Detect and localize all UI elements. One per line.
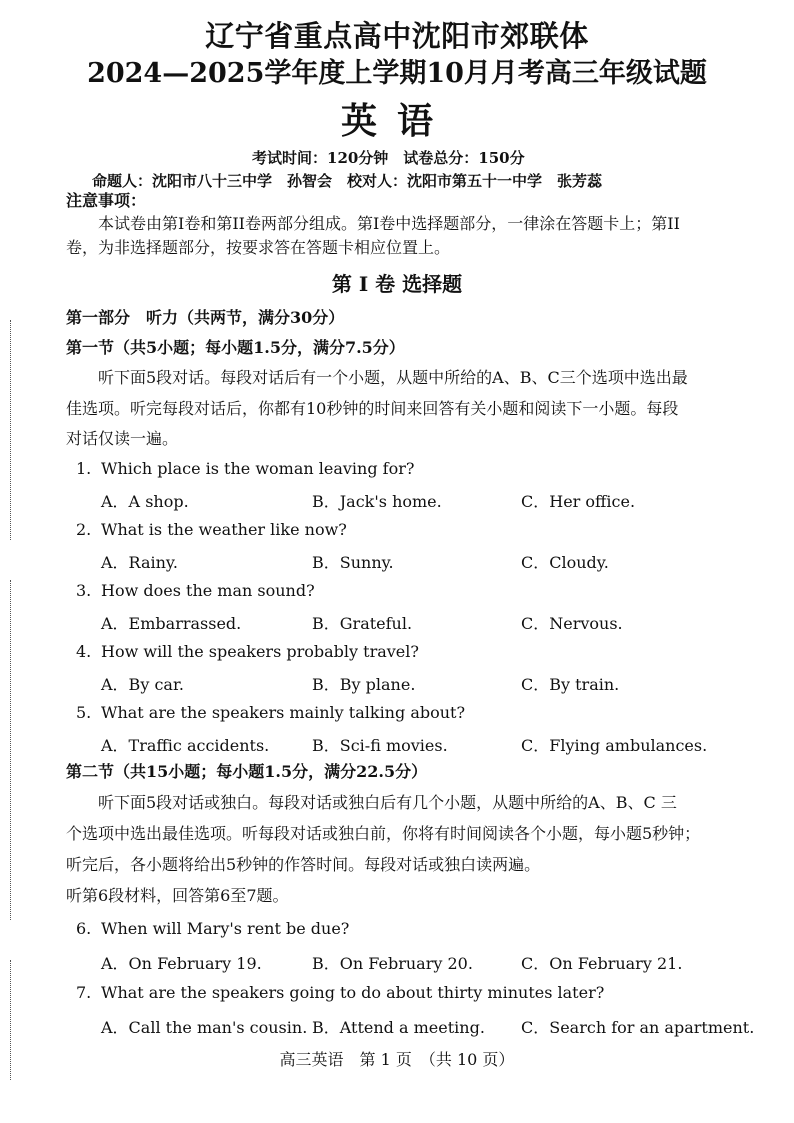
option-c: C．By train. [521,675,620,694]
exam-authors: 命题人：沈阳市八十三中学 孙智会 校对人：沈阳市第五十一中学 张芳蕊 [92,172,603,190]
question-text: What are the speakers going to do about thirty minutes later? [101,983,605,1002]
exam-title-line1: 辽宁省重点高中沈阳市郊联体 [205,19,589,53]
option-b: B．On February 20. [312,954,473,973]
question-number: 7. [76,983,92,1002]
question-text: Which place is the woman leaving for? [101,459,415,478]
section1-instructions-3: 对话仅读一遍。 [66,429,179,448]
question-text: What are the speakers mainly talking about? [101,703,466,722]
question-number: 6. [76,919,92,938]
option-a: A．Call the man's cousin. [101,1018,308,1037]
question-number: 2. [76,520,92,539]
page-footer: 高三英语 第 1 页 （共 10 页） [279,1050,515,1069]
option-b: B．Jack's home. [312,492,442,511]
option-b: B．Attend a meeting. [312,1018,485,1037]
option-b: B．Grateful. [312,614,413,633]
option-a: A．Rainy. [101,553,178,572]
section2-title: 第二节（共15小题；每小题1.5分，满分22.5分） [66,762,428,781]
exam-title-line2: 2024—2025学年度上学期10月月考高三年级试题 [87,58,707,89]
question-text: When will Mary's rent be due? [101,919,350,938]
question-number: 4. [76,642,92,661]
section2-material: 听第6段材料，回答第6至7题。 [66,886,289,905]
binding-line [10,580,11,920]
part1-title: 第一部分 听力（共两节，满分30分） [66,308,345,327]
option-c: C．Cloudy. [521,553,609,572]
section2-instructions-1: 听下面5段对话或独白。每段对话或独白后有几个小题，从题中所给的A、B、C 三 [98,793,677,812]
option-a: A．Embarrassed. [101,614,242,633]
question-text: How does the man sound? [101,581,315,600]
section2-instructions-3: 听完后，各小题将给出5秒钟的作答时间。每段对话或独白读两遍。 [66,855,541,874]
option-c: C．On February 21. [521,954,683,973]
notice-title: 注意事项： [66,191,147,210]
exam-time-info: 考试时间：120分钟 试卷总分：150分 [252,149,525,167]
volume1-title: 第 I 卷 选择题 [331,272,463,296]
question-text: How will the speakers probably travel? [101,642,419,661]
section2-instructions-2: 个选项中选出最佳选项。听每段对话或独白前，你将有时间阅读各个小题，每小题5秒钟； [66,824,701,843]
section1-instructions-2: 佳选项。听完每段对话后，你都有10秒钟的时间来回答有关小题和阅读下一小题。每段 [66,399,679,418]
option-c: C．Her office. [521,492,636,511]
option-c: C．Flying ambulances. [521,736,708,755]
option-a: A．By car. [101,675,184,694]
option-a: A．Traffic accidents. [101,736,270,755]
notice-line1: 本试卷由第I卷和第II卷两部分组成。第I卷中选择题部分，一律涂在答题卡上；第II [98,214,680,233]
notice-line2: 卷，为非选择题部分，按要求答在答题卡相应位置上。 [66,238,451,257]
section1-title: 第一节（共5小题；每小题1.5分，满分7.5分） [66,338,405,357]
option-c: C．Search for an apartment. [521,1018,755,1037]
option-c: C．Nervous. [521,614,623,633]
option-b: B．Sunny. [312,553,394,572]
option-b: B．Sci-fi movies. [312,736,448,755]
question-number: 5. [76,703,92,722]
question-number: 3. [76,581,92,600]
exam-subject: 英语 [340,100,453,142]
option-a: A．On February 19. [101,954,262,973]
question-number: 1. [76,459,92,478]
question-text: What is the weather like now? [101,520,347,539]
section1-instructions-1: 听下面5段对话。每段对话后有一个小题，从题中所给的A、B、C三个选项中选出最 [98,368,688,387]
option-b: B．By plane. [312,675,416,694]
binding-line [10,320,11,540]
option-a: A．A shop. [101,492,189,511]
